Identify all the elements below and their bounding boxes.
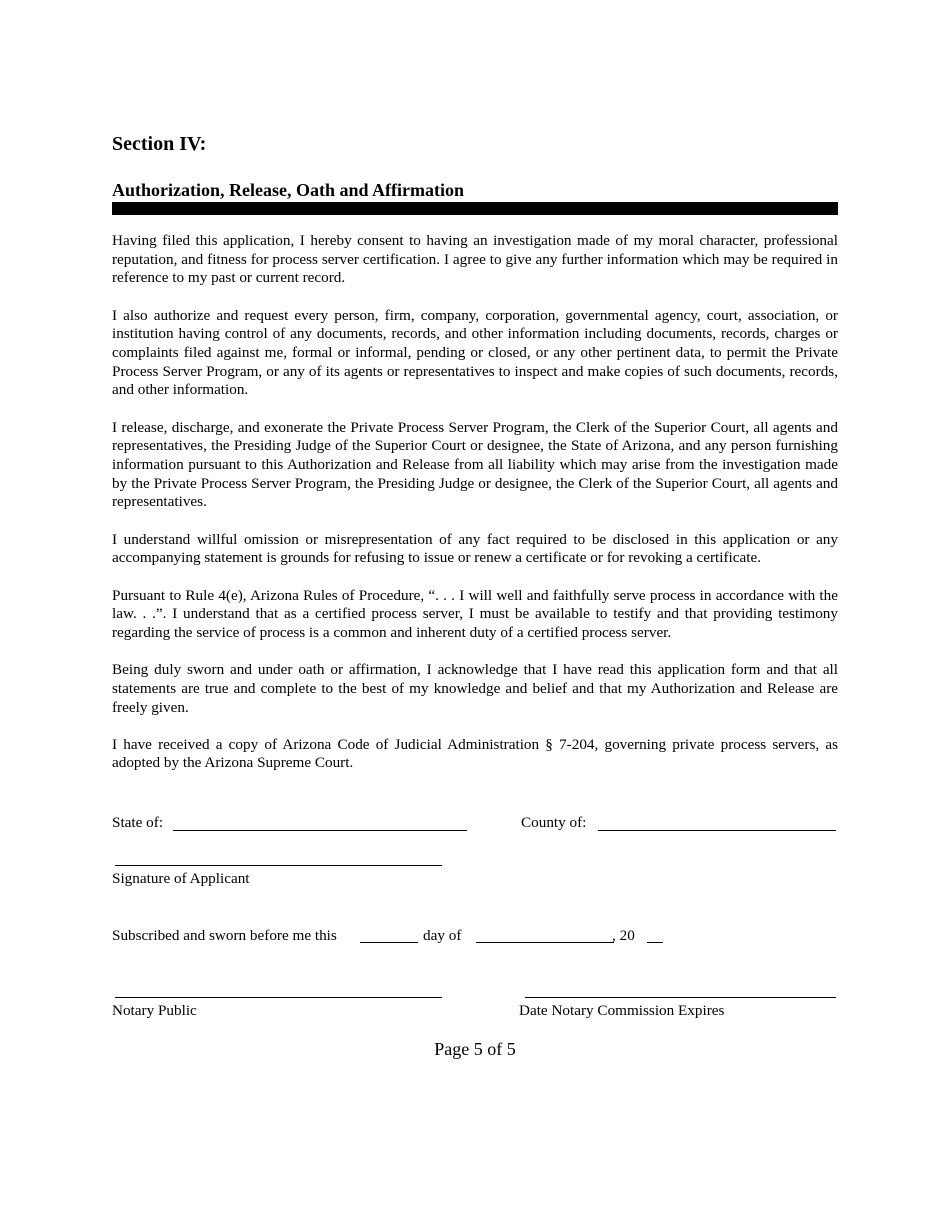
consent-paragraph: Having filed this application, I hereby consent to having an investigation made of my moral character, professional reputation, and fitness for process server certification. I agree to give any further information which may be required in reference to my past or current record. — [112, 232, 838, 287]
subscribed-label: Subscribed and sworn before me this — [112, 927, 337, 944]
state-label: State of: — [112, 814, 164, 831]
state-field[interactable] — [173, 830, 467, 831]
section-subtitle: Authorization, Release, Oath and Affirmation — [112, 180, 464, 200]
commission-date-field[interactable] — [525, 997, 836, 998]
year-field[interactable] — [647, 942, 663, 943]
body-text — [112, 232, 838, 792]
day-field[interactable] — [360, 942, 418, 943]
code-paragraph: I have received a copy of Arizona Code of Judicial Administration § 7-204, governing private process servers, as adopted by the Arizona Supreme Court. — [112, 735, 838, 772]
release-paragraph: I release, discharge, and exonerate the Private Process Server Program, the Clerk of the Superior Court, all agents and representatives, the Presiding Judge of the Superior Court or designee, the State of Arizona, and any person furnishing information pursuant to this Authorization and Release from all liability which may arise from the investigation made by the Private Process Server Program, the Presiding Judge or designee, the Clerk of the Superior Court, all agents and representatives. — [112, 418, 838, 511]
page-number: Page 5 of 5 — [434, 1039, 516, 1059]
year-label: , 20 — [612, 927, 635, 944]
month-field[interactable] — [476, 942, 614, 943]
oath-paragraph: Being duly sworn and under oath or affirmation, I acknowledge that I have read this application form and that all statements are true and complete to the best of my knowledge and belief and that my Authorization and Release are freely given. — [112, 661, 838, 716]
day-of-label: day of — [423, 927, 462, 944]
signature-label: Signature of Applicant — [112, 870, 250, 887]
section-title: Section IV: — [112, 133, 207, 155]
rule-paragraph: Pursuant to Rule 4(e), Arizona Rules of Procedure, “. . . I will well and faithfully serve process in accordance with the law. . .”. I understand that as a certified process server, I must be available to testify and that providing testimony regarding the service of process is a common and inherent duty of a certified process server. — [112, 586, 838, 641]
notary-label: Notary Public — [112, 1002, 197, 1019]
notary-signature-field[interactable] — [115, 997, 442, 998]
county-field[interactable] — [598, 830, 836, 831]
omission-paragraph: I understand willful omission or misrepresentation of any fact required to be disclosed in this application or any accompanying statement is grounds for refusing to issue or renew a certificate or for revoking a certificate. — [112, 530, 838, 567]
commission-label: Date Notary Commission Expires — [519, 1002, 725, 1019]
authorization-paragraph: I also authorize and request every person, firm, company, corporation, governmental agency, court, association, or institution having control of any documents, records, and other information including documents, records, charges or complaints filed against me, formal or informal, pending or closed, or any other pertinent data, to permit the Private Process Server Program, or any of its agents or representatives to inspect and make copies of such documents, records, and other information. — [112, 306, 838, 399]
heading-rule — [112, 202, 838, 215]
county-label: County of: — [521, 814, 587, 831]
applicant-signature-field[interactable] — [115, 865, 442, 866]
